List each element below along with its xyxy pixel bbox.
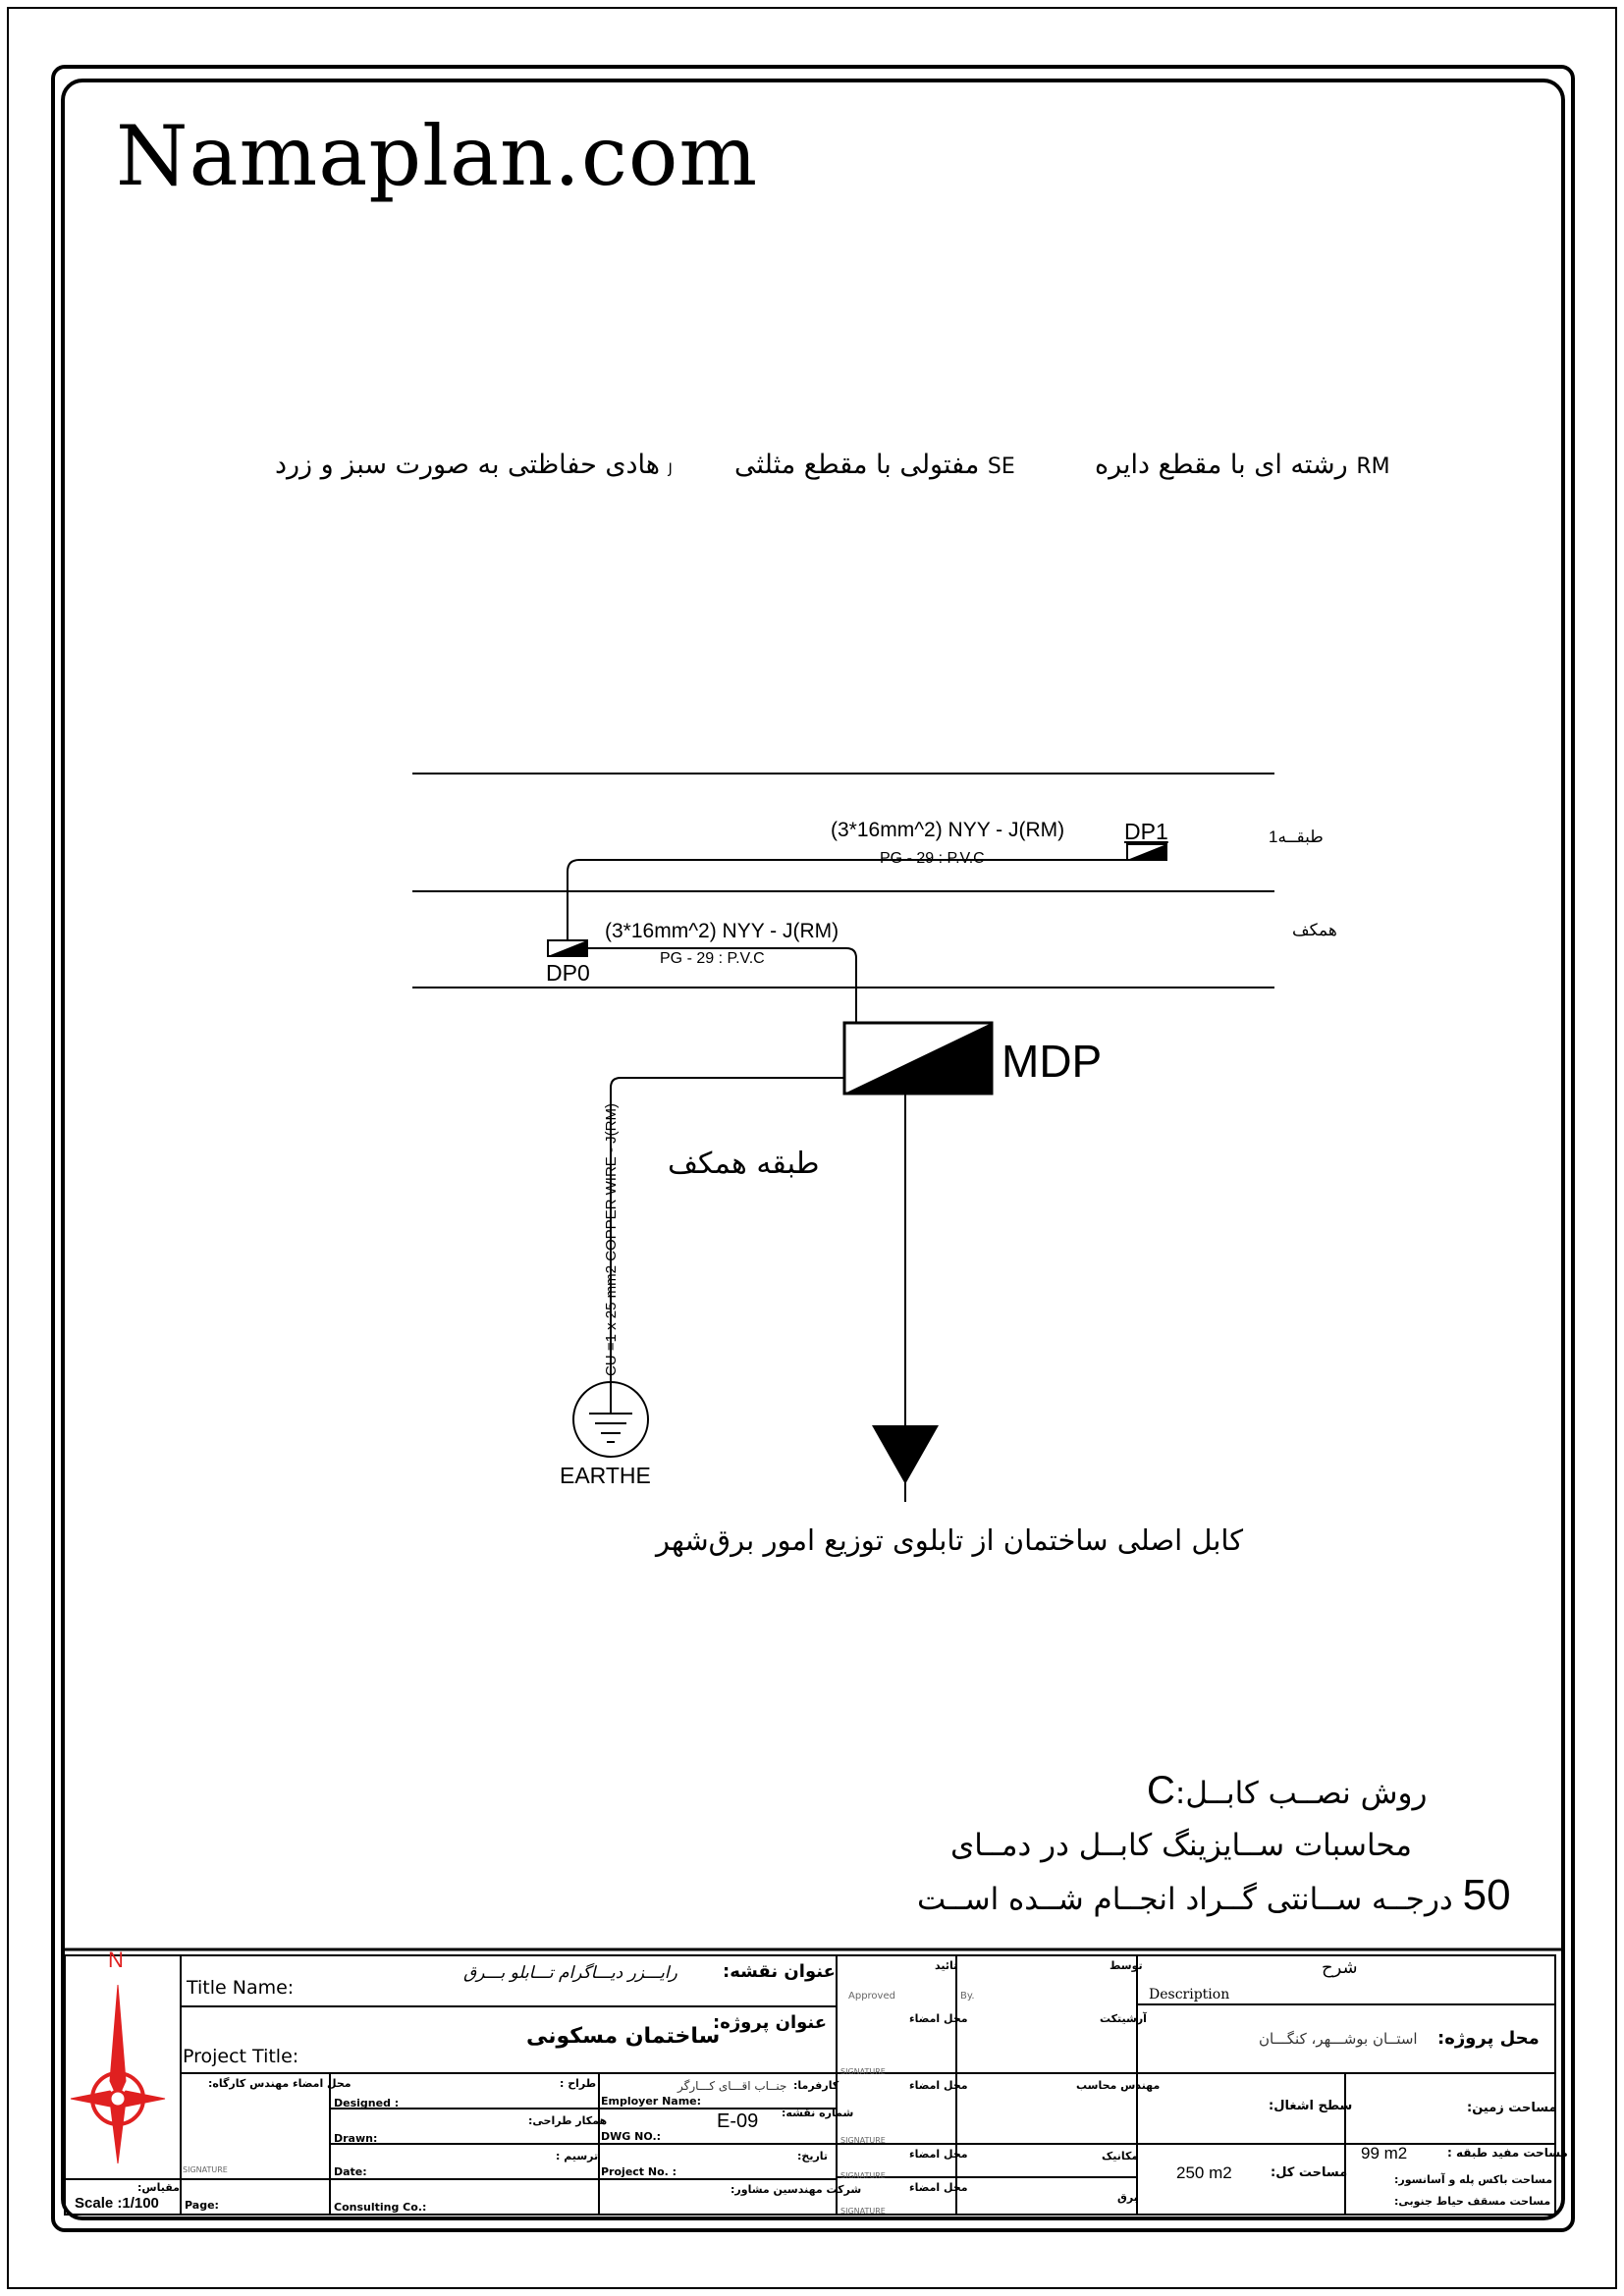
total-area-label: مساحت کل: <box>1271 2165 1348 2180</box>
earth-wire-label: CU =1 x 25 mm2 COPPER WIRE - J(RM) <box>603 1103 620 1376</box>
useful-area-label: مساحت مفید طبقه : <box>1447 2146 1568 2160</box>
dwg-fa: شماره نقشه: <box>782 2107 854 2119</box>
mechanical-label: مکانیک <box>1102 2150 1139 2163</box>
note-line3-text: درجــه ســانتی گــراد انجــام شــده اســت <box>917 1882 1453 1917</box>
legend-rm-code: RM <box>1356 454 1390 479</box>
dwg-value: E-09 <box>717 2110 759 2132</box>
employer-en: Employer Name: <box>601 2095 702 2108</box>
legend-se-code: SE <box>987 454 1015 479</box>
consulting-label: Consulting Co.: <box>334 2201 427 2214</box>
total-area-value: 250 m2 <box>1176 2163 1232 2182</box>
employer-value: جنــاب اقـــای کـــارگر <box>677 2079 787 2093</box>
legend-se-text: مفتولی با مقطع مثلثی <box>734 450 980 480</box>
project-fa-label: عنوان پروژه: <box>713 2012 828 2033</box>
legend-j-code: J <box>668 461 673 477</box>
dwg-en: DWG NO.: <box>601 2130 662 2143</box>
site-logo: Namaplan.com <box>116 108 759 204</box>
useful-area-value: 99 m2 <box>1361 2144 1408 2163</box>
cable0-label: (3*16mm^2) NYY - J(RM) <box>605 920 839 942</box>
pipe1-label: PG - 29 : P.V.C <box>880 850 985 867</box>
consultant-fa: شرکت مهندسین مشاور: <box>731 2183 862 2196</box>
approved-fa: تائید <box>935 1959 958 1972</box>
note-line1-text: روش نصــب کابــل: <box>1174 1776 1428 1811</box>
location-value: استــان بوشـــهر، کنگـــان <box>1259 2030 1418 2048</box>
project-title-label: Project Title: <box>183 2046 299 2067</box>
desc-en: Description <box>1149 1987 1230 2002</box>
calc-engineer-label: مهندس محاسب <box>1076 2079 1161 2092</box>
signature-2: SIGNATURE <box>840 2136 886 2145</box>
approved-en: Approved <box>848 1991 895 2002</box>
by-fa: توسط <box>1110 1959 1143 1972</box>
mdp-label: MDP <box>1001 1036 1103 1087</box>
title-fa-value: رایـــزر دیـــاگرام تـــابلو بـــرق <box>463 1963 677 1983</box>
sign-place-3: محل امضاء <box>909 2148 968 2161</box>
compass-icon <box>71 1985 165 2163</box>
by-en: By. <box>960 1991 975 2002</box>
title-fa-label: عنوان نقشه: <box>723 1961 836 1982</box>
earth-label: EARTHE <box>560 1463 651 1488</box>
south-wall-label: مساحت مسقف حیاط جنوبی: <box>1394 2195 1551 2208</box>
occupancy-label: سطح اشغال: <box>1269 2099 1353 2113</box>
sign-place-2: محل امضاء <box>909 2079 968 2092</box>
date-label: Date: <box>334 2165 367 2178</box>
project-no-label: Project No. : <box>601 2165 677 2178</box>
employer-fa: کارفرما: <box>793 2079 839 2092</box>
note-line3-num: 50 <box>1462 1871 1511 1919</box>
sign-place-1: محل امضاء <box>909 2012 968 2025</box>
ground-floor-text: طبقه همکف <box>668 1147 820 1181</box>
designer-fa: طراح : <box>560 2077 597 2090</box>
site-engineer-label: محل امضاء مهندس کارگاه: <box>208 2077 352 2090</box>
location-label: محل پروژه: <box>1437 2028 1540 2049</box>
sign-place-4: محل امضاء <box>909 2181 968 2194</box>
desc-fa: شرح <box>1322 1957 1358 1978</box>
drawn-label: Drawn: <box>334 2132 378 2145</box>
project-fa-value: ساختمان مسکونی <box>526 2024 721 2049</box>
drafter-fa: ترسیم : <box>556 2150 599 2163</box>
main-cable-note: کابل اصلی ساختمان از تابلوی توزیع امور برق‌شهر <box>656 1523 1244 1557</box>
land-area-label: مساحت زمین: <box>1467 2101 1557 2115</box>
signature-3: SIGNATURE <box>840 2171 886 2180</box>
signature-4: SIGNATURE <box>840 2207 886 2216</box>
page-label: Page: <box>185 2199 219 2212</box>
cable1-label: (3*16mm^2) NYY - J(RM) <box>831 819 1065 841</box>
signature-1: SIGNATURE <box>840 2067 886 2076</box>
ground-label: همکف <box>1292 921 1337 939</box>
note-line2: محاسبات ســایزینگ کابــل در دمــای <box>950 1828 1413 1863</box>
stair-box-label: مساحت باکس پله و آسانسور: <box>1394 2173 1553 2186</box>
signature-5: SIGNATURE <box>183 2165 228 2174</box>
electrical-label: برق <box>1117 2191 1138 2204</box>
scale-fa: مقیاس: <box>137 2181 180 2194</box>
north-label: N <box>108 1948 124 1972</box>
date-fa: تاریخ: <box>797 2150 829 2163</box>
co-designer-fa: همکار طراحی: <box>528 2114 608 2127</box>
designed-label: Designed : <box>334 2097 400 2109</box>
scale-label: Scale :1/100 <box>75 2195 159 2212</box>
title-name-label: Title Name: <box>187 1977 295 1999</box>
legend-rm-text: رشته ای با مقطع دایره <box>1095 450 1348 480</box>
dp1-label: DP1 <box>1124 819 1168 844</box>
legend-j-text: هادی حفاظتی به صورت سبز و زرد <box>275 450 660 480</box>
pipe0-label: PG - 29 : P.V.C <box>660 950 765 967</box>
dp0-label: DP0 <box>546 960 590 986</box>
floor1-label: طبقــه1 <box>1269 828 1324 846</box>
note-line1-code: C <box>1147 1769 1175 1812</box>
architect-label: آرشیتکت <box>1100 2012 1147 2025</box>
